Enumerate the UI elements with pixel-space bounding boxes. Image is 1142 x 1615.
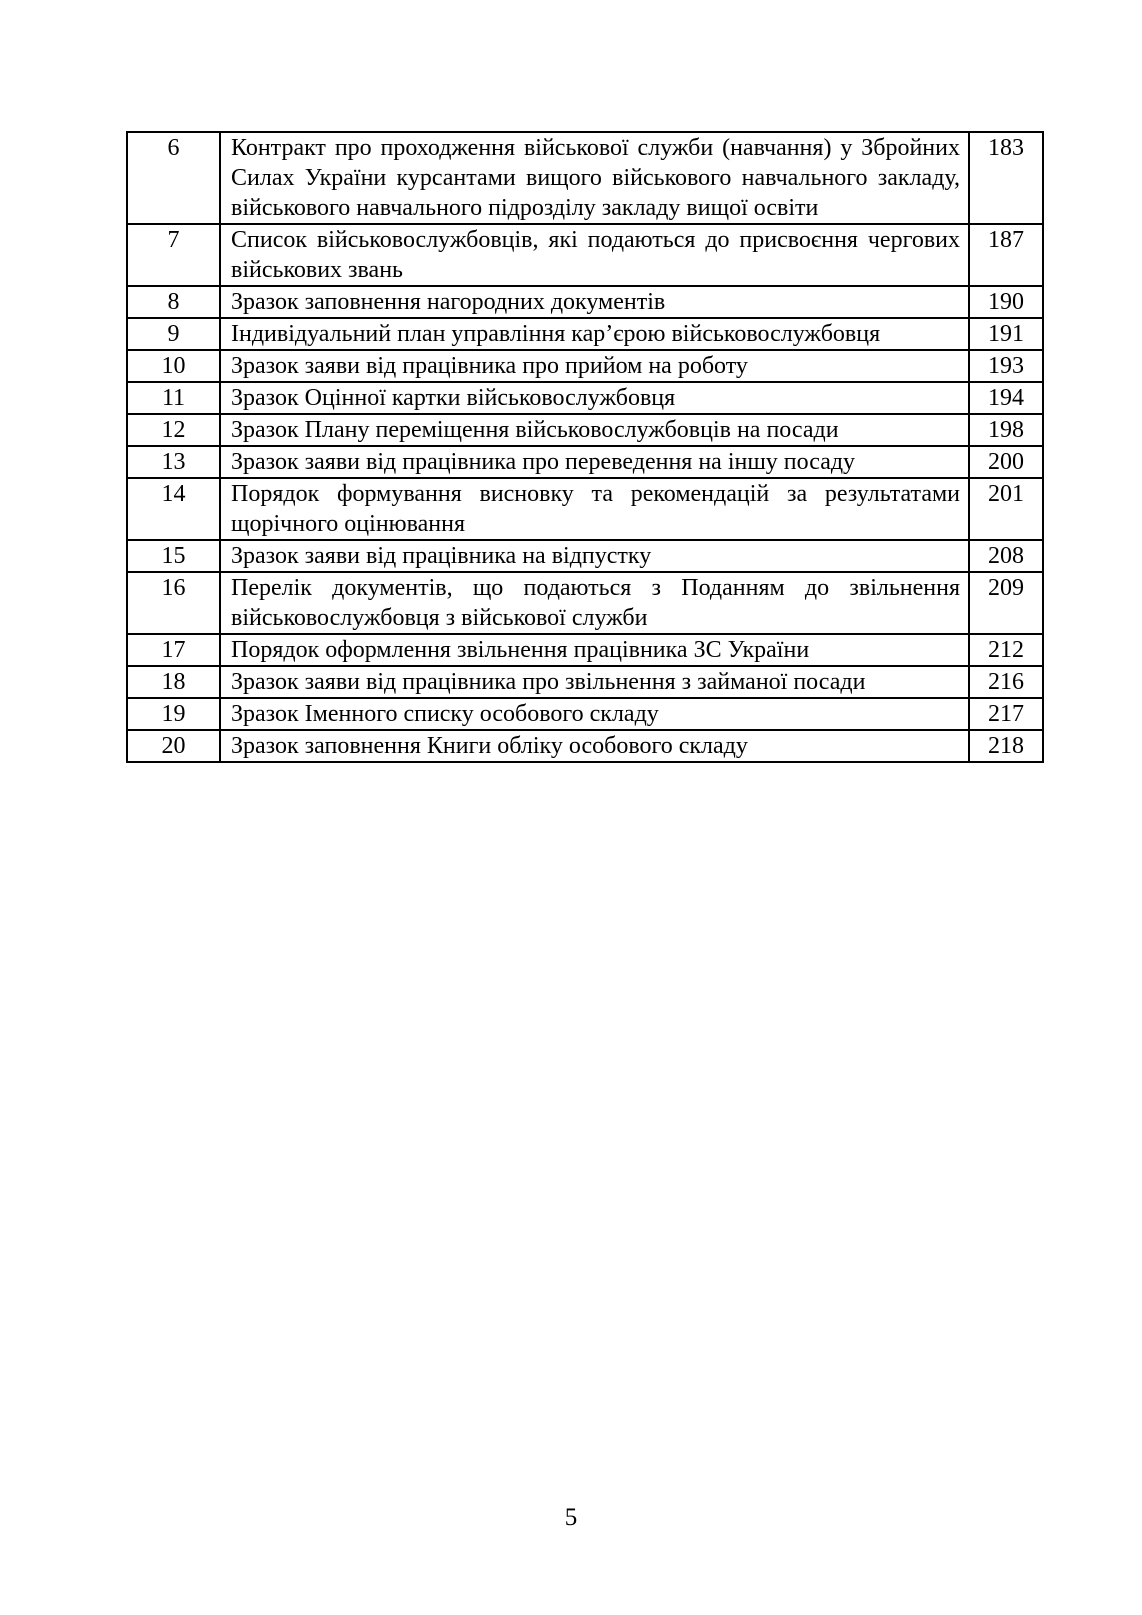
row-title: [220, 318, 969, 350]
row-page: 212: [969, 634, 1043, 666]
row-number: 15: [127, 540, 220, 572]
table-row: [127, 414, 1043, 446]
row-page: 217: [969, 698, 1043, 730]
table-row: [127, 540, 1043, 572]
row-title: [220, 572, 969, 634]
row-number: 12: [127, 414, 220, 446]
row-title: [220, 446, 969, 478]
row-page: 201: [969, 478, 1043, 540]
table-row: [127, 572, 1043, 634]
table-row: [127, 446, 1043, 478]
row-page: 216: [969, 666, 1043, 698]
row-number: 20: [127, 730, 220, 762]
row-number: 17: [127, 634, 220, 666]
row-title: [220, 382, 969, 414]
row-title-text: Зразок Плану переміщення військовослужбовців на посади: [231, 417, 839, 443]
table-row: [127, 286, 1043, 318]
table-row: [127, 698, 1043, 730]
row-page: 183: [969, 132, 1043, 224]
row-title-text: Зразок заяви від працівника про звільнення з займаної посади: [231, 669, 866, 695]
row-title: [220, 350, 969, 382]
row-page: 187: [969, 224, 1043, 286]
row-title-text: Список військовослужбовців, які подаються до присвоєння чергових військових звань: [231, 227, 960, 283]
row-title-text: Зразок заповнення Книги обліку особового складу: [231, 733, 748, 759]
row-page: 200: [969, 446, 1043, 478]
row-title-text: Зразок заяви від працівника на відпустку: [231, 543, 652, 569]
table-row: [127, 666, 1043, 698]
table-row: [127, 382, 1043, 414]
row-title-text: Перелік документів, що подаються з Поданням до звільнення військовослужбовця з військової служби: [231, 575, 960, 631]
row-title: [220, 414, 969, 446]
row-number: 18: [127, 666, 220, 698]
row-title: [220, 224, 969, 286]
table-row: [127, 478, 1043, 540]
row-title: [220, 540, 969, 572]
row-page: 209: [969, 572, 1043, 634]
row-title-text: Порядок оформлення звільнення працівника ЗС України: [231, 637, 810, 663]
row-number: 8: [127, 286, 220, 318]
page-number: 5: [564, 1504, 578, 1531]
row-number: 14: [127, 478, 220, 540]
contents-table: [126, 131, 1044, 763]
contents-table-body: [127, 132, 1043, 762]
row-number: 13: [127, 446, 220, 478]
row-number: 19: [127, 698, 220, 730]
row-page: 193: [969, 350, 1043, 382]
row-title: [220, 698, 969, 730]
row-number: 9: [127, 318, 220, 350]
row-page: 191: [969, 318, 1043, 350]
row-title-text: Порядок формування висновку та рекомендацій за результатами щорічного оцінювання: [231, 481, 960, 537]
row-title: [220, 730, 969, 762]
row-page: 198: [969, 414, 1043, 446]
row-title-text: Зразок Оціннoї картки військовослужбовця: [231, 385, 676, 411]
row-page: 208: [969, 540, 1043, 572]
row-title-text: Зразок заяви від працівника про переведення на іншу посаду: [231, 449, 856, 475]
row-number: 11: [127, 382, 220, 414]
row-title: [220, 634, 969, 666]
row-number: 6: [127, 132, 220, 224]
table-row: [127, 132, 1043, 224]
table-row: [127, 224, 1043, 286]
row-number: 16: [127, 572, 220, 634]
row-title-text: Індивідуальний план управління кар’єрою військовослужбовця: [231, 321, 881, 347]
table-row: [127, 350, 1043, 382]
table-row: [127, 318, 1043, 350]
table-row: [127, 730, 1043, 762]
row-title-text: Контракт про проходження військової служби (навчання) у Збройних Силах України курсантами вищого військового навчального закладу, військового навчального підрозділу закладу вищої освіти: [231, 135, 960, 221]
row-number: 7: [127, 224, 220, 286]
row-title: [220, 478, 969, 540]
row-page: 194: [969, 382, 1043, 414]
row-title-text: Зразок Іменного списку особового складу: [231, 701, 659, 727]
row-title: [220, 666, 969, 698]
row-title: [220, 286, 969, 318]
row-page: 190: [969, 286, 1043, 318]
row-page: 218: [969, 730, 1043, 762]
row-title-text: Зразок заповнення нагородних документів: [231, 289, 666, 315]
row-title-text: Зразок заяви від працівника про прийом на роботу: [231, 353, 748, 379]
table-row: [127, 634, 1043, 666]
row-number: 10: [127, 350, 220, 382]
row-title: [220, 132, 969, 224]
